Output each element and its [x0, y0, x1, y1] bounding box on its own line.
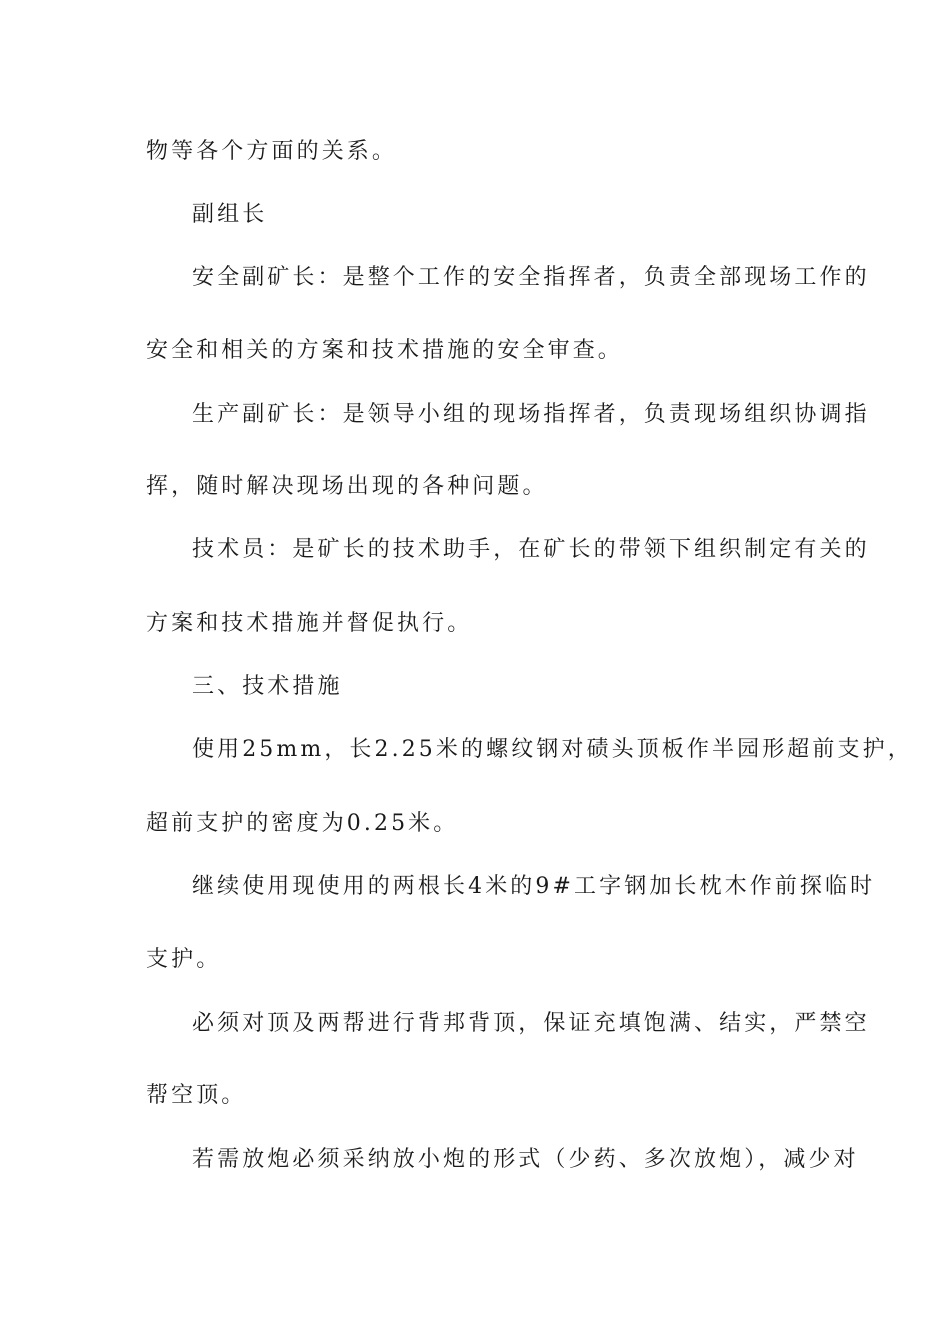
section-heading-technical-measures: 三、技术措施	[192, 674, 343, 699]
paragraph-production-deputy-line1: 生产副矿长：是领导小组的现场指挥者，负责现场组织协调指	[192, 402, 870, 427]
paragraph-backfill-line1: 必须对顶及两帮进行背邦背顶，保证充填饱满、结实，严禁空	[192, 1011, 870, 1036]
paragraph-steel-beam-line2: 支护。	[146, 947, 222, 972]
paragraph-rebar-support-line2: 超前支护的密度为0.25米。	[146, 811, 459, 836]
paragraph-production-deputy-line2: 挥，随时解决现场出现的各种问题。	[146, 474, 548, 499]
paragraph-safety-deputy-line1: 安全副矿长：是整个工作的安全指挥者，负责全部现场工作的	[192, 265, 870, 290]
heading-deputy-leader: 副组长	[192, 202, 268, 227]
paragraph-technician-line2: 方案和技术措施并督促执行。	[146, 611, 473, 636]
paragraph-steel-beam-line1: 继续使用现使用的两根长4米的9#工字钢加长枕木作前探临时	[192, 874, 876, 899]
paragraph-rebar-support-line1: 使用25mm，长2.25米的螺纹钢对碛头顶板作半园形超前支护，	[192, 737, 913, 762]
paragraph-technician-line1: 技术员：是矿长的技术助手，在矿长的带领下组织制定有关的	[192, 537, 870, 562]
paragraph-continuation-relations: 物等各个方面的关系。	[146, 139, 398, 164]
paragraph-safety-deputy-line2: 安全和相关的方案和技术措施的安全审查。	[146, 338, 623, 363]
paragraph-backfill-line2: 帮空顶。	[146, 1083, 247, 1108]
paragraph-blasting-line1: 若需放炮必须采纳放小炮的形式（少药、多次放炮），减少对	[192, 1147, 859, 1172]
